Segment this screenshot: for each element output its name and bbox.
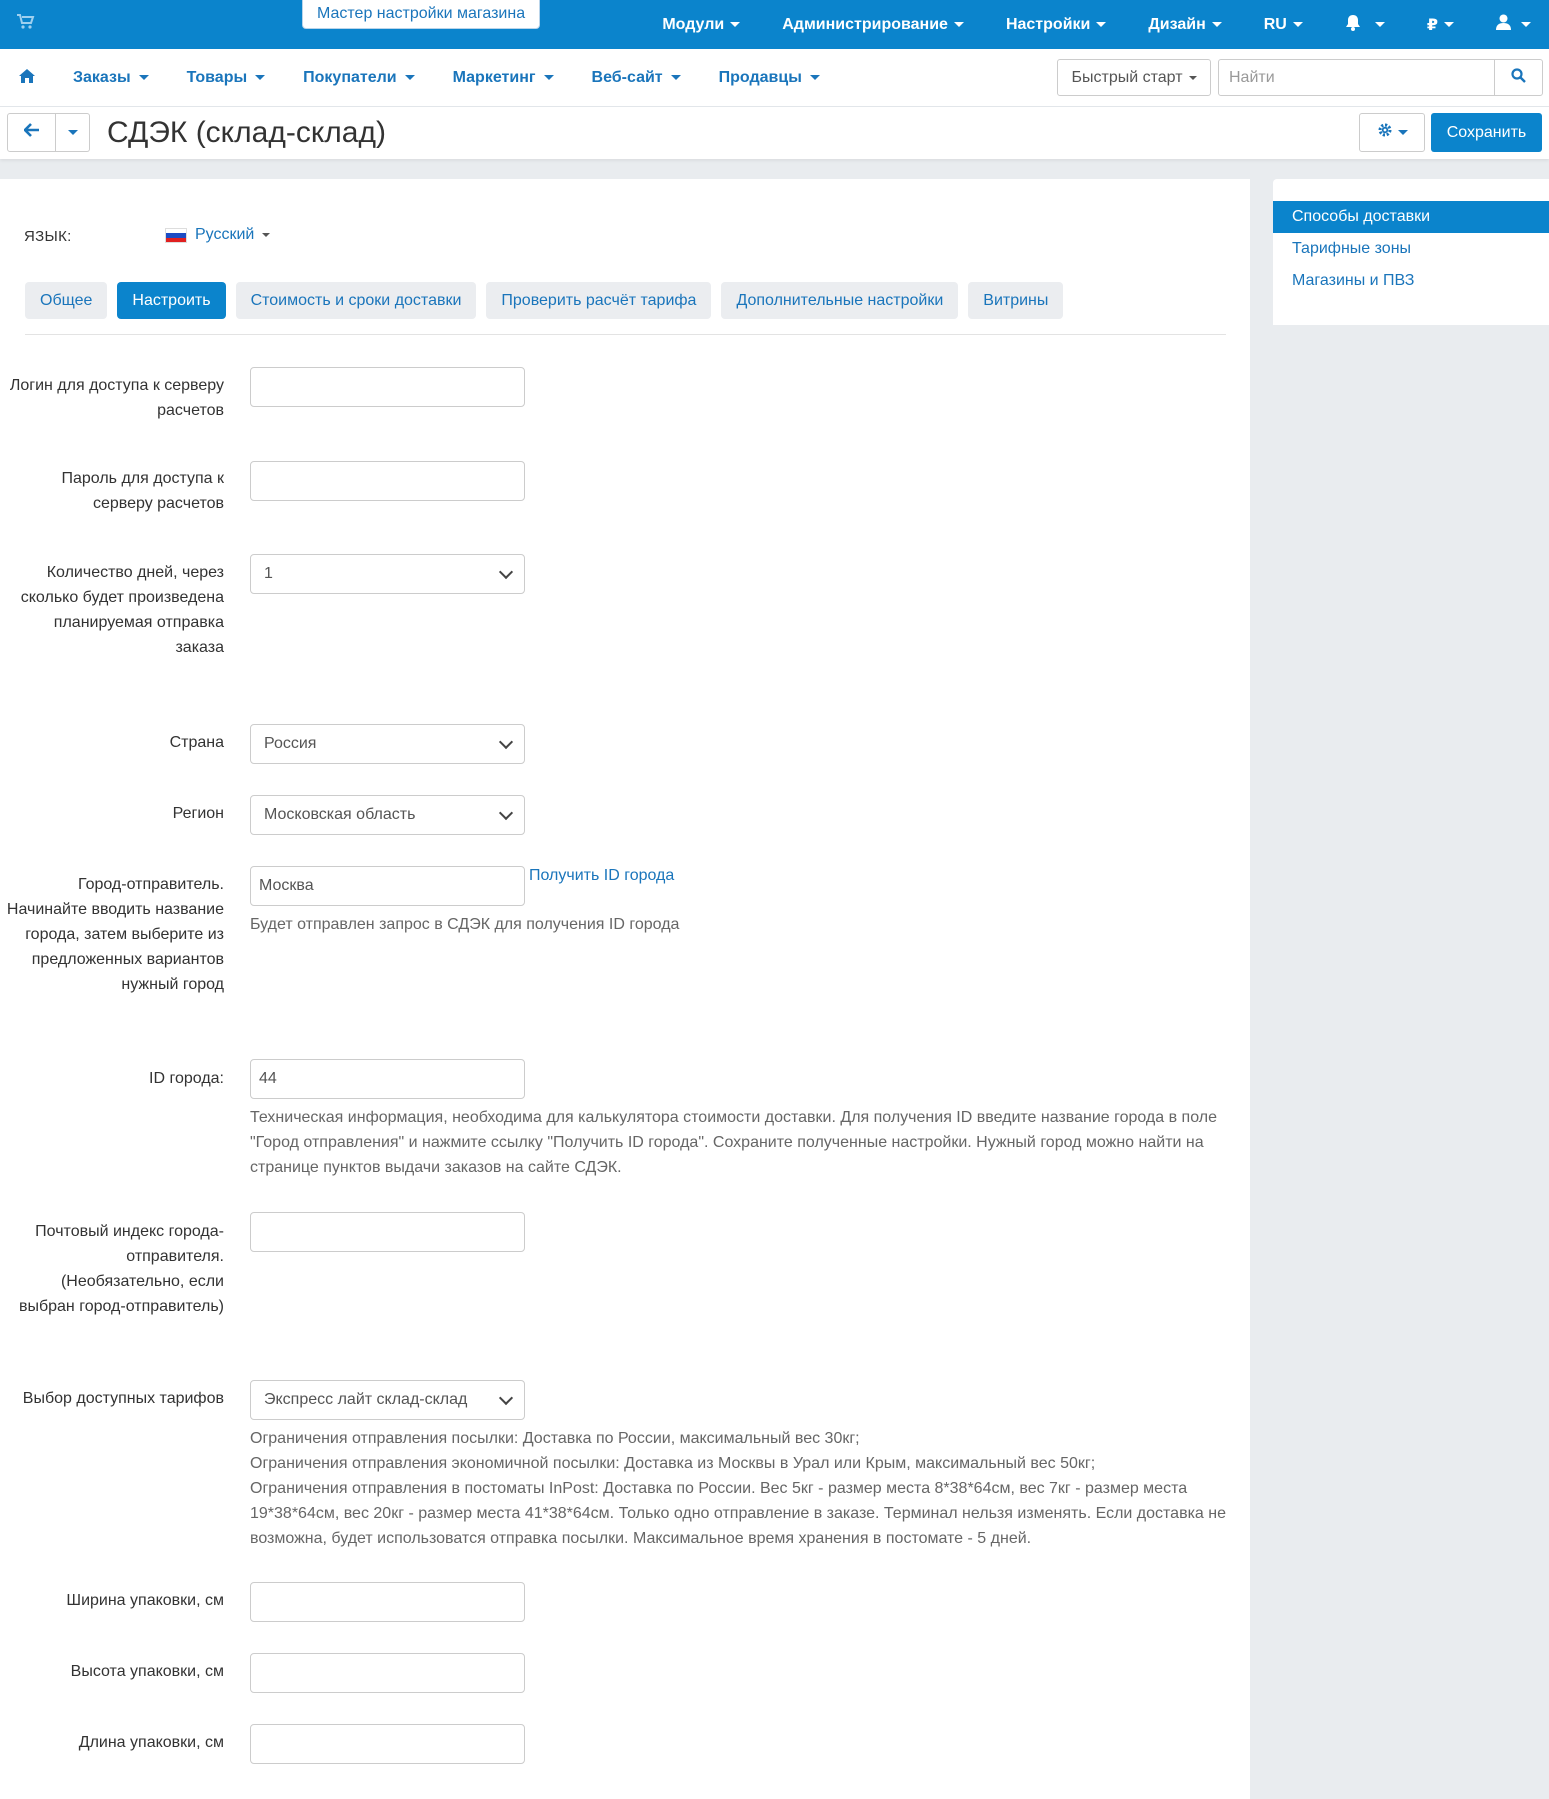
chevron-down-icon <box>1096 22 1106 27</box>
nav-website[interactable]: Веб-сайт <box>592 69 681 87</box>
zip-label: Почтовый индекс города-отправителя. (Необязательно, если выбран город-отправитель) <box>18 1223 224 1315</box>
top-menu-language[interactable]: RU <box>1264 16 1303 34</box>
top-bar <box>0 0 1549 49</box>
back-dropdown-button[interactable] <box>56 113 90 152</box>
store-setup-wizard-button[interactable]: Мастер настройки магазина <box>302 0 540 29</box>
tab-delivery-cost[interactable]: Стоимость и сроки доставки <box>236 282 477 319</box>
bell-icon <box>1345 14 1361 36</box>
sidebar-item-stores-pickup[interactable]: Магазины и ПВЗ <box>1292 272 1415 289</box>
tariff-restriction-parcel: Ограничения отправления посылки: Доставка по России, максимальный вес 30кг; <box>250 1430 860 1447</box>
top-nav <box>662 0 1531 49</box>
nav-customers[interactable]: Покупатели <box>303 69 414 87</box>
top-menu-notifications[interactable] <box>1345 14 1385 36</box>
chevron-down-icon <box>1189 76 1197 80</box>
city-input[interactable]: Москва <box>250 866 525 906</box>
language-selector[interactable]: Русский <box>165 226 270 244</box>
russian-flag-icon <box>165 228 187 243</box>
nav-orders[interactable]: Заказы <box>73 69 149 87</box>
sidebar-item-tariff-zones[interactable]: Тарифные зоны <box>1292 240 1412 257</box>
tariffs-label: Выбор доступных тарифов <box>22 1390 224 1407</box>
chevron-down-icon <box>1398 130 1408 135</box>
back-button[interactable] <box>7 113 56 152</box>
region-label: Регион <box>172 805 224 822</box>
password-label: Пароль для доступа к серверу расчетов <box>61 470 224 512</box>
top-menu-administration[interactable]: Администрирование <box>782 16 964 34</box>
main-menu <box>73 49 820 106</box>
nav-marketing[interactable]: Маркетинг <box>453 69 554 87</box>
nav-sellers[interactable]: Продавцы <box>719 69 820 87</box>
arrow-left-icon <box>24 123 40 142</box>
chevron-down-icon <box>405 75 415 80</box>
chevron-down-icon <box>499 564 513 578</box>
height-input[interactable] <box>250 1653 525 1693</box>
tariffs-select[interactable]: Экспресс лайт склад-склад <box>250 1380 525 1420</box>
city-label: Город-отправитель. Начинайте вводить название города, затем выберите из предложенных вариантов нужный город <box>6 876 224 993</box>
login-label: Логин для доступа к серверу расчетов <box>9 377 224 419</box>
get-city-id-link[interactable]: Получить ID города <box>529 867 675 884</box>
tab-configure[interactable]: Настроить <box>117 282 225 319</box>
city-id-help-text: Техническая информация, необходима для калькулятора стоимости доставки. Для получения ID введите название города в поле "Город отправления" и нажмите ссылку "Получить ID города". Сохраните полученные настройки. Нужный город можно найти на странице пунктов выдачи заказов на сайте СДЭК. <box>250 1109 1217 1176</box>
cart-icon[interactable] <box>17 14 35 35</box>
zip-input[interactable] <box>250 1212 525 1252</box>
city-help-text: Будет отправлен запрос в СДЭК для получения ID города <box>250 916 680 933</box>
chevron-down-icon <box>1293 22 1303 27</box>
chevron-down-icon <box>1521 22 1531 27</box>
password-field[interactable] <box>250 461 525 501</box>
chevron-down-icon <box>954 22 964 27</box>
chevron-down-icon <box>499 805 513 819</box>
width-label: Ширина упаковки, см <box>66 1592 224 1609</box>
nav-products[interactable]: Товары <box>187 69 266 87</box>
chevron-down-icon <box>255 75 265 80</box>
back-button-group <box>7 113 90 152</box>
settings-tabs <box>25 282 1063 319</box>
search-button[interactable] <box>1494 59 1543 96</box>
chevron-down-icon <box>671 75 681 80</box>
chevron-down-icon <box>544 75 554 80</box>
main-nav <box>0 49 1549 107</box>
save-button[interactable]: Сохранить <box>1431 113 1542 152</box>
top-menu-user[interactable] <box>1496 14 1531 35</box>
home-icon[interactable] <box>18 68 36 89</box>
chevron-down-icon <box>499 734 513 748</box>
city-id-label: ID города: <box>149 1070 224 1087</box>
chevron-down-icon <box>499 1390 513 1404</box>
width-input[interactable] <box>250 1582 525 1622</box>
sidebar <box>1273 179 1549 325</box>
chevron-down-icon <box>68 130 78 135</box>
top-menu-design[interactable]: Дизайн <box>1148 16 1221 34</box>
chevron-down-icon <box>1375 22 1385 27</box>
days-label: Количество дней, через сколько будет произведена планируемая отправка заказа <box>20 564 224 656</box>
chevron-down-icon <box>139 75 149 80</box>
gear-icon <box>1377 122 1393 143</box>
height-label: Высота упаковки, см <box>70 1663 224 1680</box>
tab-general[interactable]: Общее <box>25 282 107 319</box>
main-content <box>0 179 1250 1799</box>
quick-start-button[interactable]: Быстрый старт <box>1057 59 1211 96</box>
tariff-restriction-economy: Ограничения отправления экономичной посылки: Доставка из Москвы в Урал или Крым, максимальный вес 50кг; <box>250 1455 1096 1472</box>
user-icon <box>1496 14 1511 35</box>
chevron-down-icon <box>1444 22 1454 27</box>
settings-dropdown-button[interactable] <box>1359 113 1425 152</box>
divider <box>25 334 1226 335</box>
tab-check-tariff[interactable]: Проверить расчёт тарифа <box>486 282 711 319</box>
top-menu-modules[interactable]: Модули <box>662 16 740 34</box>
top-menu-settings[interactable]: Настройки <box>1006 16 1106 34</box>
search-icon <box>1511 68 1526 88</box>
country-label: Страна <box>169 734 224 751</box>
page-title: СДЭК (склад-склад) <box>107 116 386 149</box>
days-select[interactable]: 1 <box>250 554 525 594</box>
search-input[interactable] <box>1218 59 1495 96</box>
chevron-down-icon <box>1212 22 1222 27</box>
chevron-down-icon <box>810 75 820 80</box>
length-input[interactable] <box>250 1724 525 1764</box>
tab-storefronts[interactable]: Витрины <box>968 282 1063 319</box>
tariffs-help-text <box>250 1426 1235 1551</box>
chevron-down-icon <box>262 233 270 237</box>
login-field[interactable] <box>250 367 525 407</box>
title-bar <box>0 107 1549 159</box>
length-label: Длина упаковки, см <box>78 1734 224 1751</box>
chevron-down-icon <box>730 22 740 27</box>
tab-additional-settings[interactable]: Дополнительные настройки <box>721 282 958 319</box>
sidebar-item-delivery-methods[interactable]: Способы доставки <box>1273 201 1549 233</box>
country-select[interactable]: Россия <box>250 724 525 764</box>
language-label: ЯЗЫК: <box>24 228 72 245</box>
city-id-input[interactable]: 44 <box>250 1059 525 1099</box>
region-select[interactable]: Московская область <box>250 795 525 835</box>
top-menu-currency[interactable]: ₽ <box>1427 15 1454 35</box>
tariff-restriction-inpost: Ограничения отправления в постоматы InPost: Доставка по России. Вес 5кг - размер места 8*38*64см, вес 7кг - размер места 19*38*64см, вес 20кг - размер места 41*38*64см. Только одно отправление в заказе. Терминал нельзя изменять. Если доставка не возможна, будет использоватся отправка посылки. Максимальное время хранения в постомате - 5 дней. <box>250 1480 1227 1547</box>
